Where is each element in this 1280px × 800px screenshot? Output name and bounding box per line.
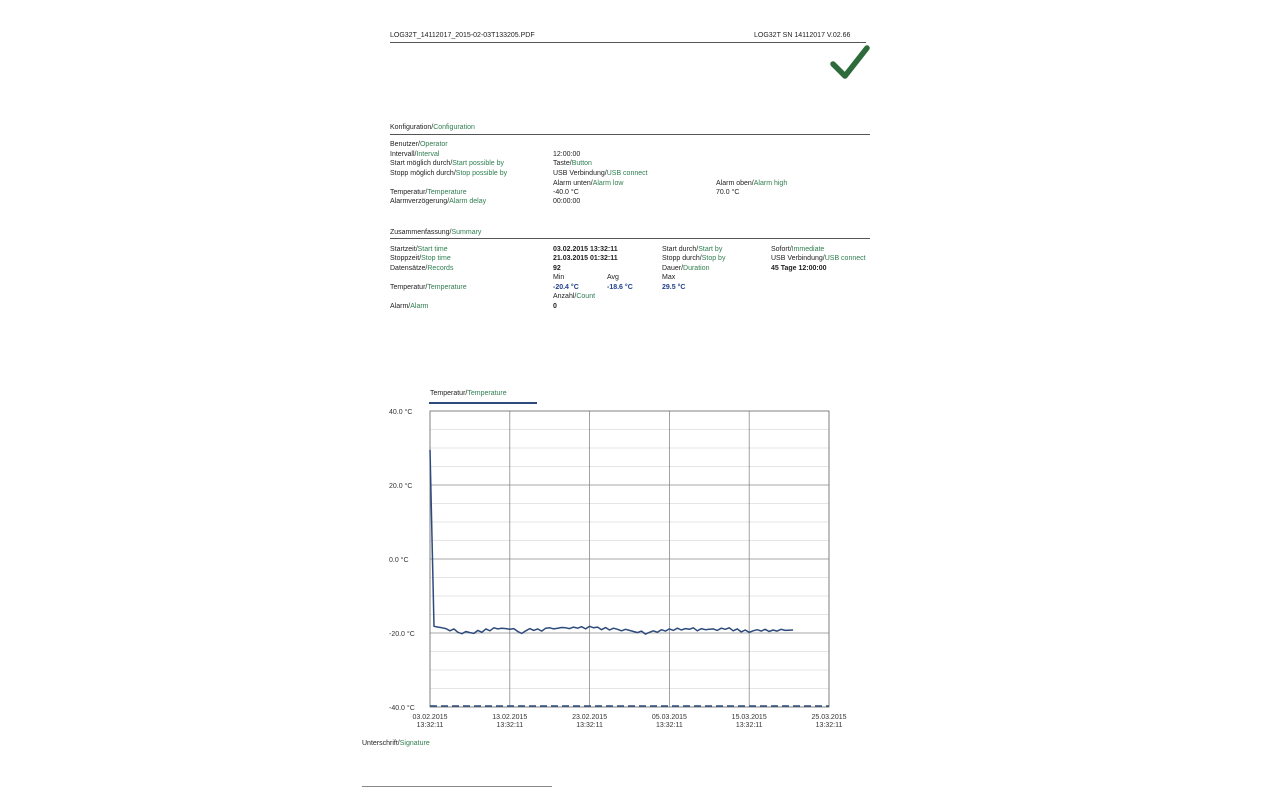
stop-time-label: Stoppzeit/Stop time: [390, 255, 451, 262]
y-tick-label: 20.0 °C: [389, 483, 413, 490]
temperature-label: Temperatur/Temperature: [390, 189, 467, 196]
alarm-delay-value: 00:00:00: [553, 198, 581, 205]
alarm-count-value: 0: [553, 303, 557, 310]
start-time-label: Startzeit/Start time: [390, 246, 448, 253]
alarm-low-value: -40.0 °C: [553, 189, 579, 196]
max-temperature-value: 29.5 °C: [662, 284, 686, 291]
x-tick-date: 05.03.2015: [651, 714, 687, 721]
alarm-high-value: 70.0 °C: [716, 189, 740, 196]
stopped-by-value: USB Verbindung/USB connect: [771, 255, 866, 262]
configuration-title-de: Konfiguration: [390, 124, 432, 131]
x-tick-date: 23.02.2015: [572, 714, 608, 721]
min-header: Min: [553, 274, 565, 281]
interval-label: Intervall/Interval: [390, 151, 440, 158]
alarm-low-header: Alarm unten/Alarm low: [553, 180, 624, 187]
stopped-by-label: Stopp durch/Stop by: [662, 255, 726, 262]
stop-possible-label: Stopp möglich durch/Stop possible by: [390, 170, 508, 177]
stop-time-value: 21.03.2015 01:32:11: [553, 255, 618, 262]
x-tick-time: 13:32:11: [815, 722, 843, 729]
duration-value: 45 Tage 12:00:00: [771, 265, 827, 272]
max-header: Max: [662, 274, 676, 281]
report-filename: LOG32T_14112017_2015-02-03T133205.PDF: [390, 32, 535, 39]
device-info: LOG32T SN 14112017 V.02.66: [754, 32, 851, 39]
signature-label: Unterschrift/Signature: [362, 740, 430, 747]
stop-possible-value: USB Verbindung/USB connect: [553, 170, 648, 177]
x-tick-time: 13:32:11: [735, 722, 763, 729]
records-label: Datensätze/Records: [390, 265, 454, 272]
y-tick-label: -40.0 °C: [389, 705, 415, 712]
x-tick-date: 03.02.2015: [412, 714, 448, 721]
records-value: 92: [553, 265, 561, 272]
x-tick-date: 15.03.2015: [731, 714, 767, 721]
avg-temperature-value: -18.6 °C: [607, 284, 633, 291]
alarm-high-header: Alarm oben/Alarm high: [716, 180, 788, 187]
x-tick-date: 25.03.2015: [811, 714, 847, 721]
min-temperature-value: -20.4 °C: [553, 284, 579, 291]
start-possible-label: Start möglich durch/Start possible by: [390, 160, 505, 167]
x-tick-time: 13:32:11: [416, 722, 444, 729]
started-by-label: Start durch/Start by: [662, 246, 723, 253]
start-time-value: 03.02.2015 13:32:11: [553, 246, 618, 253]
temperature-series-line: [430, 450, 793, 634]
alarm-label: Alarm/Alarm: [390, 303, 429, 310]
start-possible-value: Taste/Button: [553, 160, 592, 167]
avg-header: Avg: [607, 274, 619, 281]
y-tick-label: 40.0 °C: [389, 409, 413, 416]
summary-title: Zusammenfassung/Summary: [390, 229, 482, 236]
signature-line: [362, 786, 552, 787]
x-tick-time: 13:32:11: [576, 722, 603, 729]
y-tick-label: -20.0 °C: [389, 631, 415, 638]
chart-title: Temperatur/Temperature: [430, 390, 507, 397]
operator-label: Benutzer/Operator: [390, 141, 448, 148]
alarm-delay-label: Alarmverzögerung/Alarm delay: [390, 198, 487, 205]
configuration-title: Konfiguration/Configuration: [390, 124, 475, 131]
y-tick-label: 0.0 °C: [389, 557, 409, 564]
started-by-value: Sofort/Immediate: [771, 246, 825, 253]
interval-value: 12:00:00: [553, 151, 581, 158]
configuration-title-en: Configuration: [433, 124, 475, 131]
x-tick-time: 13:32:11: [496, 722, 524, 729]
x-tick-date: 13.02.2015: [492, 714, 528, 721]
duration-label: Dauer/Duration: [662, 265, 710, 272]
count-header: Anzahl/Count: [553, 293, 596, 300]
summary-temperature-label: Temperatur/Temperature: [390, 284, 467, 291]
x-tick-time: 13:32:11: [656, 722, 683, 729]
